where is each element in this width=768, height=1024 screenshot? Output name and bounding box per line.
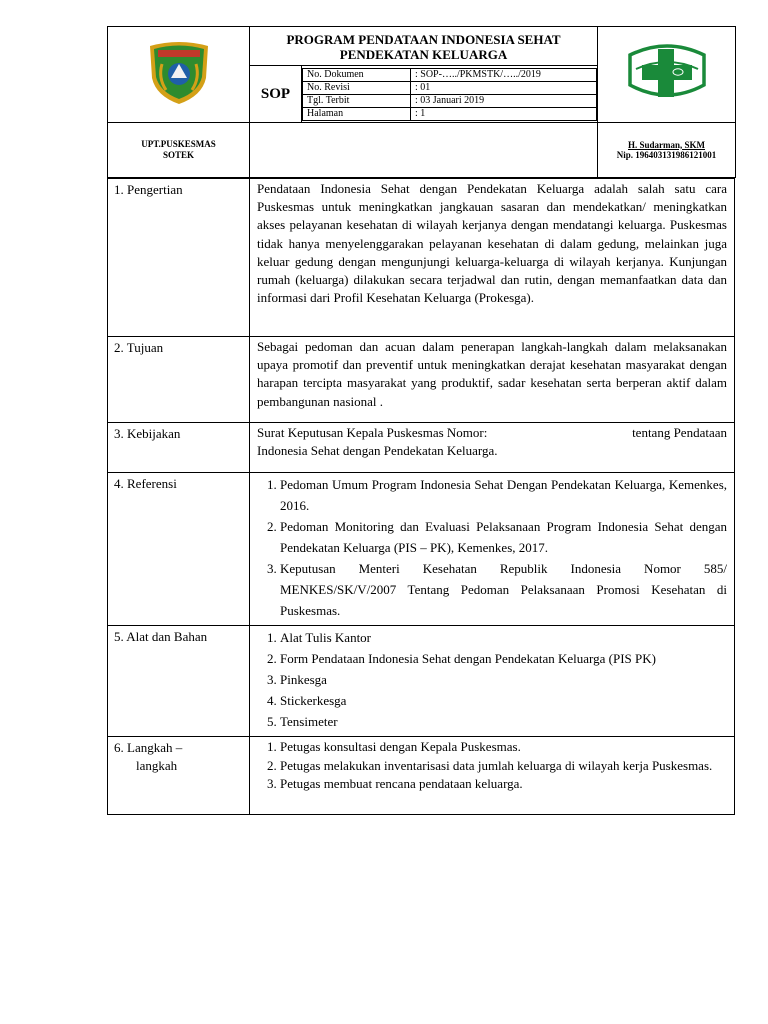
sop-document <box>107 26 735 815</box>
list-item: 4. Stickerkesga <box>280 690 727 711</box>
kebijakan-text-2: tentang Pendataan <box>632 425 727 440</box>
list-item: 1. Petugas konsultasi dengan Kepala Puskesmas. <box>280 738 727 757</box>
section-label: 3. Kebijakan <box>108 423 250 473</box>
section-text <box>250 423 735 473</box>
section-text: Pendataan Indonesia Sehat dengan Pendekatan Keluarga adalah salah satu cara Puskesmas untuk meningkatkan jangkauan sasaran dan mendekatkan/ meningkatkan akses pelayanan kesehatan di wilayah kerjanya dengan mendatangi keluarga. Puskesmas tidak hanya menyelenggarakan pelayanan kesehatan di dalam gedung, melainkan juga keluar gedung dengan mengunjungi keluarga-keluarga di wilayah kerjanya. Kunjungan rumah (keluarga) dilakukan secara terjadwal dan rutin, dengan memanfaatkan data dan informasi dari Profil Kesehatan Keluarga (Prokesga). <box>250 179 735 337</box>
sop-body <box>107 178 735 815</box>
section-list <box>250 473 735 626</box>
label-line-2: langkah <box>136 758 178 773</box>
signer-name: H. Sudarman, SKM <box>628 139 706 150</box>
org-line-1: UPT.PUSKESMAS <box>141 139 216 149</box>
section-label: 4. Referensi <box>108 473 250 626</box>
title-line-2: PENDEKATAN KELUARGA <box>339 47 508 63</box>
regency-emblem-cell <box>108 27 250 123</box>
document-title <box>250 27 598 66</box>
puskesmas-logo-cell <box>598 27 736 123</box>
document-meta <box>302 66 598 123</box>
org-line-2: SOTEK <box>162 150 194 160</box>
section-label: 5. Alat dan Bahan <box>108 626 250 737</box>
meta-label: No. Revisi <box>303 81 411 94</box>
list-item: 1. Alat Tulis Kantor <box>280 627 727 648</box>
section-list <box>250 737 735 815</box>
title-line-1: PROGRAM PENDATAAN INDONESIA SEHAT <box>286 32 561 48</box>
list-item: 3. Pinkesga <box>280 669 727 690</box>
meta-value: : 01 <box>411 81 597 94</box>
meta-label: No. Dokumen <box>303 68 411 81</box>
sop-header <box>107 26 736 178</box>
list-item: 3. Petugas membuat rencana pendataan keluarga. <box>280 775 727 794</box>
section-label <box>108 737 250 815</box>
signer-nip: Nip. 196403131986121001 <box>616 149 717 160</box>
label-line-1: 6. Langkah – <box>114 740 183 755</box>
meta-label: Halaman <box>303 107 411 120</box>
section-label: 2. Tujuan <box>108 337 250 423</box>
organization-name <box>108 123 250 178</box>
blank-cell <box>250 123 598 178</box>
meta-value: : 03 Januari 2019 <box>411 94 597 107</box>
section-label: 1. Pengertian <box>108 179 250 337</box>
list-item: 2. Petugas melakukan inventarisasi data jumlah keluarga di wilayah kerja Puskesmas. <box>280 757 727 776</box>
section-list <box>250 626 735 737</box>
meta-row-doc-number <box>303 68 597 81</box>
kebijakan-text-1: Surat Keputusan Kepala Puskesmas Nomor: <box>257 425 488 440</box>
list-item: 1. Pedoman Umum Program Indonesia Sehat Dengan Pendekatan Keluarga, Kemenkes, 2016. <box>280 474 727 516</box>
list-item: 5. Tensimeter <box>280 711 727 732</box>
sop-label: SOP <box>250 66 302 123</box>
puskesmas-logo-icon <box>626 41 708 103</box>
section-alat-dan-bahan <box>108 626 735 737</box>
signatory <box>598 123 736 178</box>
meta-value: : SOP-…../PKMSTK/…../2019 <box>411 68 597 81</box>
meta-label: Tgl. Terbit <box>303 94 411 107</box>
meta-value: : 1 <box>411 107 597 120</box>
section-referensi <box>108 473 735 626</box>
meta-row-revision <box>303 81 597 94</box>
section-kebijakan <box>108 423 735 473</box>
regency-emblem-icon <box>144 38 214 106</box>
list-item: 2. Pedoman Monitoring dan Evaluasi Pelaksanaan Program Indonesia Sehat dengan Pendekatan Keluarga (PIS – PK), Kemenkes, 2017. <box>280 516 727 558</box>
kebijakan-text-3: Indonesia Sehat dengan Pendekatan Keluarga. <box>257 443 498 459</box>
section-text: Sebagai pedoman dan acuan dalam penerapan langkah-langkah dalam melaksanakan upaya promotif dan preventif untuk meningkatkan derajat kesehatan masyarakat dengan harapan tercipta masyarakat yang produktif, sadar kesehatan serta berperan aktif dalam pembangunan nasional . <box>250 337 735 423</box>
section-langkah <box>108 737 735 815</box>
section-pengertian <box>108 179 735 337</box>
list-item: 3. Keputusan Menteri Kesehatan Republik Indonesia Nomor 585/ MENKES/SK/V/2007 Tentang Pedoman Pelaksanaan Promosi Kesehatan di Puskesmas. <box>280 558 727 621</box>
meta-row-issue-date <box>303 94 597 107</box>
section-tujuan <box>108 337 735 423</box>
meta-row-page <box>303 107 597 120</box>
list-item: 2. Form Pendataan Indonesia Sehat dengan Pendekatan Keluarga (PIS PK) <box>280 648 727 669</box>
